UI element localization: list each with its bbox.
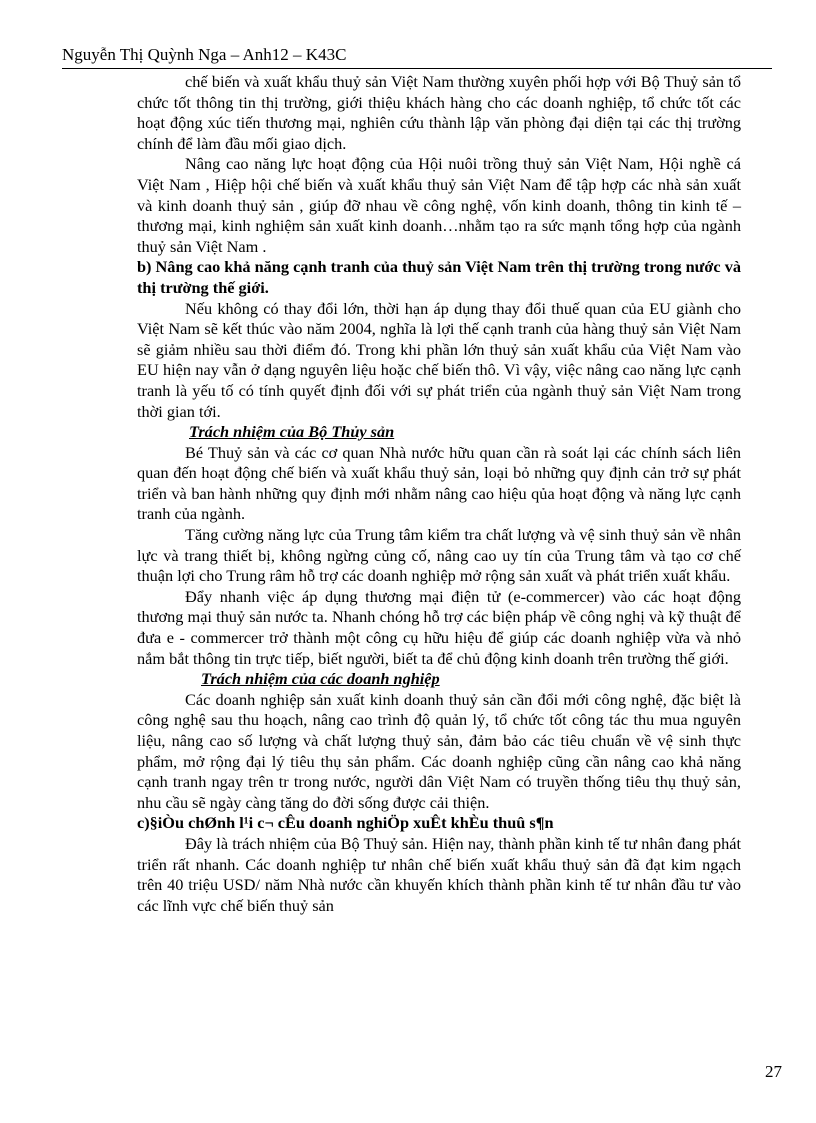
paragraph: chế biến và xuất khẩu thuỷ sản Việt Nam thường xuyên phối hợp với Bộ Thuỷ sản tổ chức tốt thông tin thị trường, giới thiệu khách hàng cho các doanh nghiệp, tổ chức tốt các hoạt động xúc tiến thương mại, nghiên cứu thành lập văn phòng đại diện tại các thị trường chính để làm đầu mối giao dịch. [137,72,741,153]
paragraph: Đẩy nhanh việc áp dụng thương mại điện tử (e-commercer) vào các hoạt động thương mại thuỷ sản nước ta. Nhanh chóng hỗ trợ các biện pháp về công nghị và kỹ thuật để đưa e - commercer trở thành một công cụ hữu hiệu để giúp các doanh nghiệp vừa và nhỏ nắm bắt thông tin trực tiếp, biết người, biết ta để chủ động kinh doanh trên trường thế giới. [137,586,741,668]
subheading-ministry: Trách nhiệm của Bộ Thủy sản [189,422,395,442]
paragraph: Nâng cao năng lực hoạt động của Hội nuôi trồng thuỷ sản Việt Nam, Hội nghề cá Việt Nam , Hiệp hội chế biến và xuất khẩu thuỷ sản Việt Nam để tập hợp các nhà sản xuất và kinh doanh thuỷ sản , giúp đỡ nhau về công nghệ, vốn kinh doanh, thông tin kinh tế – thương mại, kinh nghiệm sản xuất kinh doanh…nhằm tạo ra sức mạnh tổng hợp của ngành thuỷ sản Việt Nam . [137,154,741,256]
paragraph: Đây là trách nhiệm của Bộ Thuỷ sản. Hiện nay, thành phần kinh tế tư nhân đang phát triển rất nhanh. Các doanh nghiệp tư nhân chế biến xuất khẩu thuỷ sản đã đạt kim ngạch trên 40 triệu USD/ năm Nhà nước cần khuyến khích thành phần kinh tế tư nhân đầu tư vào các lĩnh vực chế biến thuỷ sản [137,833,741,915]
subheading-enterprises: Trách nhiệm của các doanh nghiệp [201,669,440,689]
paragraph: Tăng cường năng lực của Trung tâm kiểm tra chất lượng và vệ sinh thuỷ sản về nhân lực và trang thiết bị, không ngừng củng cố, nâng cao uy tín của Trung tâm và tạo cơ chế thuận lợi cho Trung râm hỗ trợ các doanh nghiệp mở rộng sản xuất và phát triển xuất khẩu. [137,525,741,586]
page-header: Nguyễn Thị Quỳnh Nga – Anh12 – K43C [62,44,772,69]
section-heading-c: c)§iÒu chØnh l¹i c¬ cÊu doanh nghiÖp xuÊt khÈu thuû s¶n [137,813,554,833]
paragraph: Các doanh nghiệp sản xuất kinh doanh thuỷ sản cần đổi mới công nghệ, đặc biệt là công nghệ sau thu hoạch, nâng cao trình độ quản lý, tổ chức tốt công tác thu mua nguyên liệu, nâng cao số lượng và chất lượng thuỷ sản, đảm bảo các tiêu chuẩn về vệ sinh thực phẩm, mở rộng đại lý tiêu thụ sản phẩm. Các doanh nghiệp cũng cần nâng cao khả năng cạnh tranh ngay trên tr trong nước, người dân Việt Nam có truyền thống tiêu thụ thuỷ sản, nhu cầu sẽ ngày càng tăng do đời sống được cải thiện. [137,689,741,812]
page-number: 27 [765,1062,782,1081]
section-heading-b: b) Nâng cao khả năng cạnh tranh của thuỷ sản Việt Nam trên thị trường trong nước và thị trường thế giới. [137,257,742,297]
document-body [137,72,741,916]
paragraph: Bé Thuỷ sản và các cơ quan Nhà nước hữu quan cần rà soát lại các chính sách liên quan đến hoạt động chế biến và xuất khẩu thuỷ sản, loại bỏ những quy định cản trở sự phát triển và ban hành những quy định mới nhằm nâng cao hiệu qủa hoạt động và năng lực cạnh tranh của ngành. [137,442,741,524]
paragraph: Nếu không có thay đổi lớn, thời hạn áp dụng thay đổi thuế quan của EU giành cho Việt Nam sẽ kết thúc vào năm 2004, nghĩa là lợi thế cạnh tranh của hàng thuỷ sản Việt Nam sẽ giảm nhiều sau thời điểm đó. Trong khi phần lớn thuỷ sản xuất khẩu của Việt Nam vào EU hiện nay vẫn ở dạng nguyên liệu hoặc chế biến thô. Vì vậy, việc nâng cao năng lực cạnh tranh là yếu tố có tính quyết định đối với sự phát triển của ngành thuỷ sản Việt Nam trong thời gian tới. [137,298,741,421]
